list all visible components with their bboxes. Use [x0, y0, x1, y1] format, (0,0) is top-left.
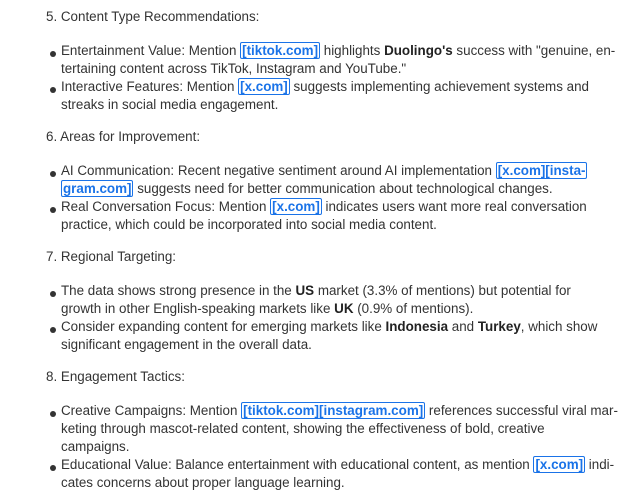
- list-item-emerging-markets: Consider expanding content for emerging markets like Indonesia and Turkey, which show significant engagement in the overall data.: [61, 319, 598, 352]
- citation-link[interactable]: [tiktok.com]: [242, 43, 319, 58]
- bullet-icon: [50, 207, 56, 213]
- market-name: UK: [334, 301, 354, 316]
- bullet-icon: [50, 465, 56, 471]
- bullet-icon: [50, 51, 56, 57]
- list-item-entertainment-value: Entertainment Value: Mention [tiktok.com] highlights Duolingo's success with "genuine, en- tertaining content across TikTok, Instagram and YouTube.": [61, 43, 616, 76]
- bullet-icon: [50, 87, 56, 93]
- citation-link[interactable]: [x.com]: [535, 457, 584, 472]
- section-8-heading: 8. Engagement Tactics:: [46, 369, 185, 384]
- list-item-real-conversation-focus: Real Conversation Focus: Mention [x.com] indicates users want more real conversation practice, which could be incorporated into social media content.: [61, 199, 587, 232]
- section-7-heading: 7. Regional Targeting:: [46, 249, 177, 264]
- list-item-educational-value: Educational Value: Balance entertainment with educational content, as mention [x.com] indi- cates concerns about proper language learning.: [61, 457, 615, 490]
- section-5-heading: 5. Content Type Recommendations:: [46, 9, 260, 24]
- citation-link[interactable]: [tiktok.com][instagram.com]: [243, 403, 424, 418]
- bullet-icon: [50, 411, 56, 417]
- market-name: Indonesia: [385, 319, 449, 334]
- citation-link[interactable]: [x.com]: [240, 79, 288, 94]
- bullet-icon: [50, 327, 56, 333]
- brand-name: Duolingo's: [384, 43, 453, 58]
- bullet-icon: [50, 171, 56, 177]
- list-item-interactive-features: Interactive Features: Mention [x.com] suggests implementing achievement systems and streaks in social media engagement.: [61, 79, 589, 112]
- section-6-heading: 6. Areas for Improvement:: [46, 129, 201, 144]
- list-item-creative-campaigns: Creative Campaigns: Mention [tiktok.com][instagram.com] references successful viral mar- keting through mascot-related content, showing the effectiveness of bold, creative campaigns.: [61, 403, 618, 454]
- bullet-icon: [50, 291, 56, 297]
- citation-link[interactable]: gram.com]: [63, 181, 132, 196]
- citation-link[interactable]: [x.com]: [272, 199, 320, 214]
- list-item-market-presence: The data shows strong presence in the US market (3.3% of mentions) but potential for growth in other English-speaking markets like UK (0.9% of mentions).: [61, 283, 571, 316]
- citation-link[interactable]: [x.com][insta-: [497, 163, 586, 178]
- list-item-ai-communication: AI Communication: Recent negative sentiment around AI implementation [x.com][insta- gram.com] suggests need for better communication about technological changes.: [61, 163, 586, 196]
- market-name: Turkey: [477, 319, 521, 334]
- market-name: US: [295, 283, 315, 298]
